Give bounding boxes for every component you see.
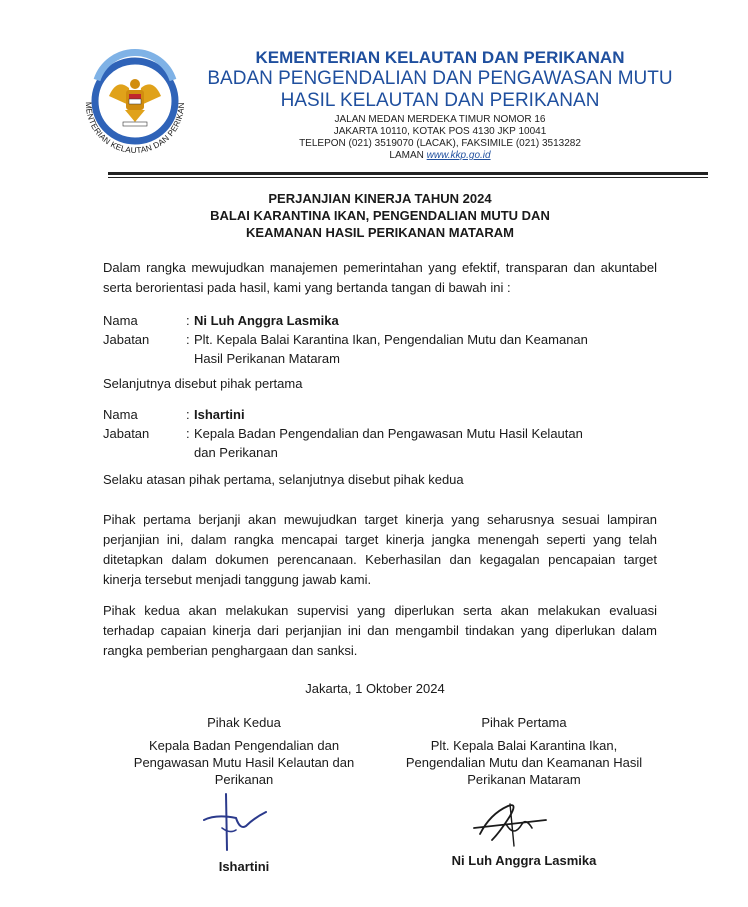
- party1-position-label: Jabatan: [103, 332, 150, 347]
- party2-name-colon: :: [186, 407, 190, 422]
- doc-title-line2: BALAI KARANTINA IKAN, PENGENDALIAN MUTU DAN: [210, 208, 550, 223]
- right-signature-image: [470, 794, 560, 854]
- right-signatory-title-line3: Perikanan Mataram: [467, 772, 581, 787]
- garuda-emblem-icon: [74, 40, 196, 162]
- letterhead-divider-thin: [108, 177, 708, 178]
- agency-name-line1: BADAN PENGENDALIAN DAN PENGAWASAN MUTU: [207, 68, 673, 89]
- website-link[interactable]: www.kkp.go.id: [426, 150, 491, 161]
- supervision-paragraph: Pihak kedua akan melakukan supervisi yang diperlukan serta akan melakukan evaluasi terhadap capaian kinerja dari perjanjian ini dan mengambil tindakan yang diperlukan dalam rangka pemberian penghargaan dan sanksi.: [103, 603, 657, 658]
- letterhead-divider-thick: [108, 172, 708, 175]
- website-prefix: LAMAN: [389, 150, 424, 161]
- left-signatory-title-line1: Kepala Badan Pengendalian dan: [148, 738, 340, 753]
- doc-title-line1: PERJANJIAN KINERJA TAHUN 2024: [268, 191, 492, 206]
- agency-name-line2: HASIL KELAUTAN DAN PERIKANAN: [280, 90, 600, 111]
- ministry-name: KEMENTERIAN KELAUTAN DAN PERIKANAN: [255, 48, 625, 67]
- party1-name-colon: :: [186, 313, 190, 328]
- address-line2: JAKARTA 10110, KOTAK POS 4130 JKP 10041: [333, 126, 547, 137]
- party1-name: Ni Luh Anggra Lasmika: [194, 313, 339, 328]
- party2-name-label: Nama: [103, 407, 138, 422]
- party1-name-label: Nama: [103, 313, 138, 328]
- party2-position-label: Jabatan: [103, 426, 150, 441]
- website-line: [200, 150, 680, 162]
- address-line1: JALAN MEDAN MERDEKA TIMUR NOMOR 16: [334, 114, 546, 125]
- commitment-paragraph: Pihak pertama berjanji akan mewujudkan target kinerja yang seharusnya sesuai lampiran perjanjian ini, dalam rangka mencapai target kinerja jangka menengah seperti yang telah ditetapkan dalam dokumen perencanaan. Keberhasilan dan kegagalan pencapaian target kinerja tersebut menjadi tanggung jawab kami.: [103, 512, 657, 587]
- party1-position-colon: :: [186, 332, 190, 347]
- ministry-logo: [74, 40, 196, 162]
- intro-paragraph: Dalam rangka mewujudkan manajemen pemerintahan yang efektif, transparan dan akuntabel serta berorientasi pada hasil, kami yang bertanda tangan di bawah ini :: [103, 260, 657, 295]
- party2-position-line2: dan Perikanan: [194, 445, 278, 460]
- left-signatory-title-line2: Pengawasan Mutu Hasil Kelautan dan: [133, 755, 355, 770]
- party2-name: Ishartini: [194, 407, 245, 422]
- doc-title-line3: KEAMANAN HASIL PERIKANAN MATARAM: [246, 225, 514, 240]
- party2-position-colon: :: [186, 426, 190, 441]
- left-signatory-name: Ishartini: [218, 859, 270, 874]
- right-signatory-role: Pihak Pertama: [481, 715, 567, 730]
- svg-text:KEMENTERIAN KELAUTAN DAN PERIK: MENTERIAN KELAUTAN DAN PERIKAN: [83, 101, 187, 156]
- left-signatory-role: Pihak Kedua: [207, 715, 281, 730]
- right-signatory-title-line1: Plt. Kepala Balai Karantina Ikan,: [430, 738, 618, 753]
- right-signatory-title-line2: Pengendalian Mutu dan Keamanan Hasil: [405, 755, 643, 770]
- left-signatory-title-line3: Perikanan: [214, 772, 274, 787]
- party1-position-line2: Hasil Perikanan Mataram: [194, 351, 340, 366]
- party2-note: Selaku atasan pihak pertama, selanjutnya disebut pihak kedua: [103, 472, 464, 487]
- left-signature-image: [196, 790, 286, 852]
- address-line3: TELEPON (021) 3519070 (LACAK), FAKSIMILE (021) 3513282: [299, 138, 581, 149]
- party1-position-line1: Plt. Kepala Balai Karantina Ikan, Pengendalian Mutu dan Keamanan: [194, 332, 588, 347]
- party2-position-line1: Kepala Badan Pengendalian dan Pengawasan Mutu Hasil Kelautan: [194, 426, 583, 441]
- place-date: Jakarta, 1 Oktober 2024: [305, 681, 445, 696]
- right-signatory-name: Ni Luh Anggra Lasmika: [451, 853, 597, 868]
- party1-note: Selanjutnya disebut pihak pertama: [103, 376, 303, 391]
